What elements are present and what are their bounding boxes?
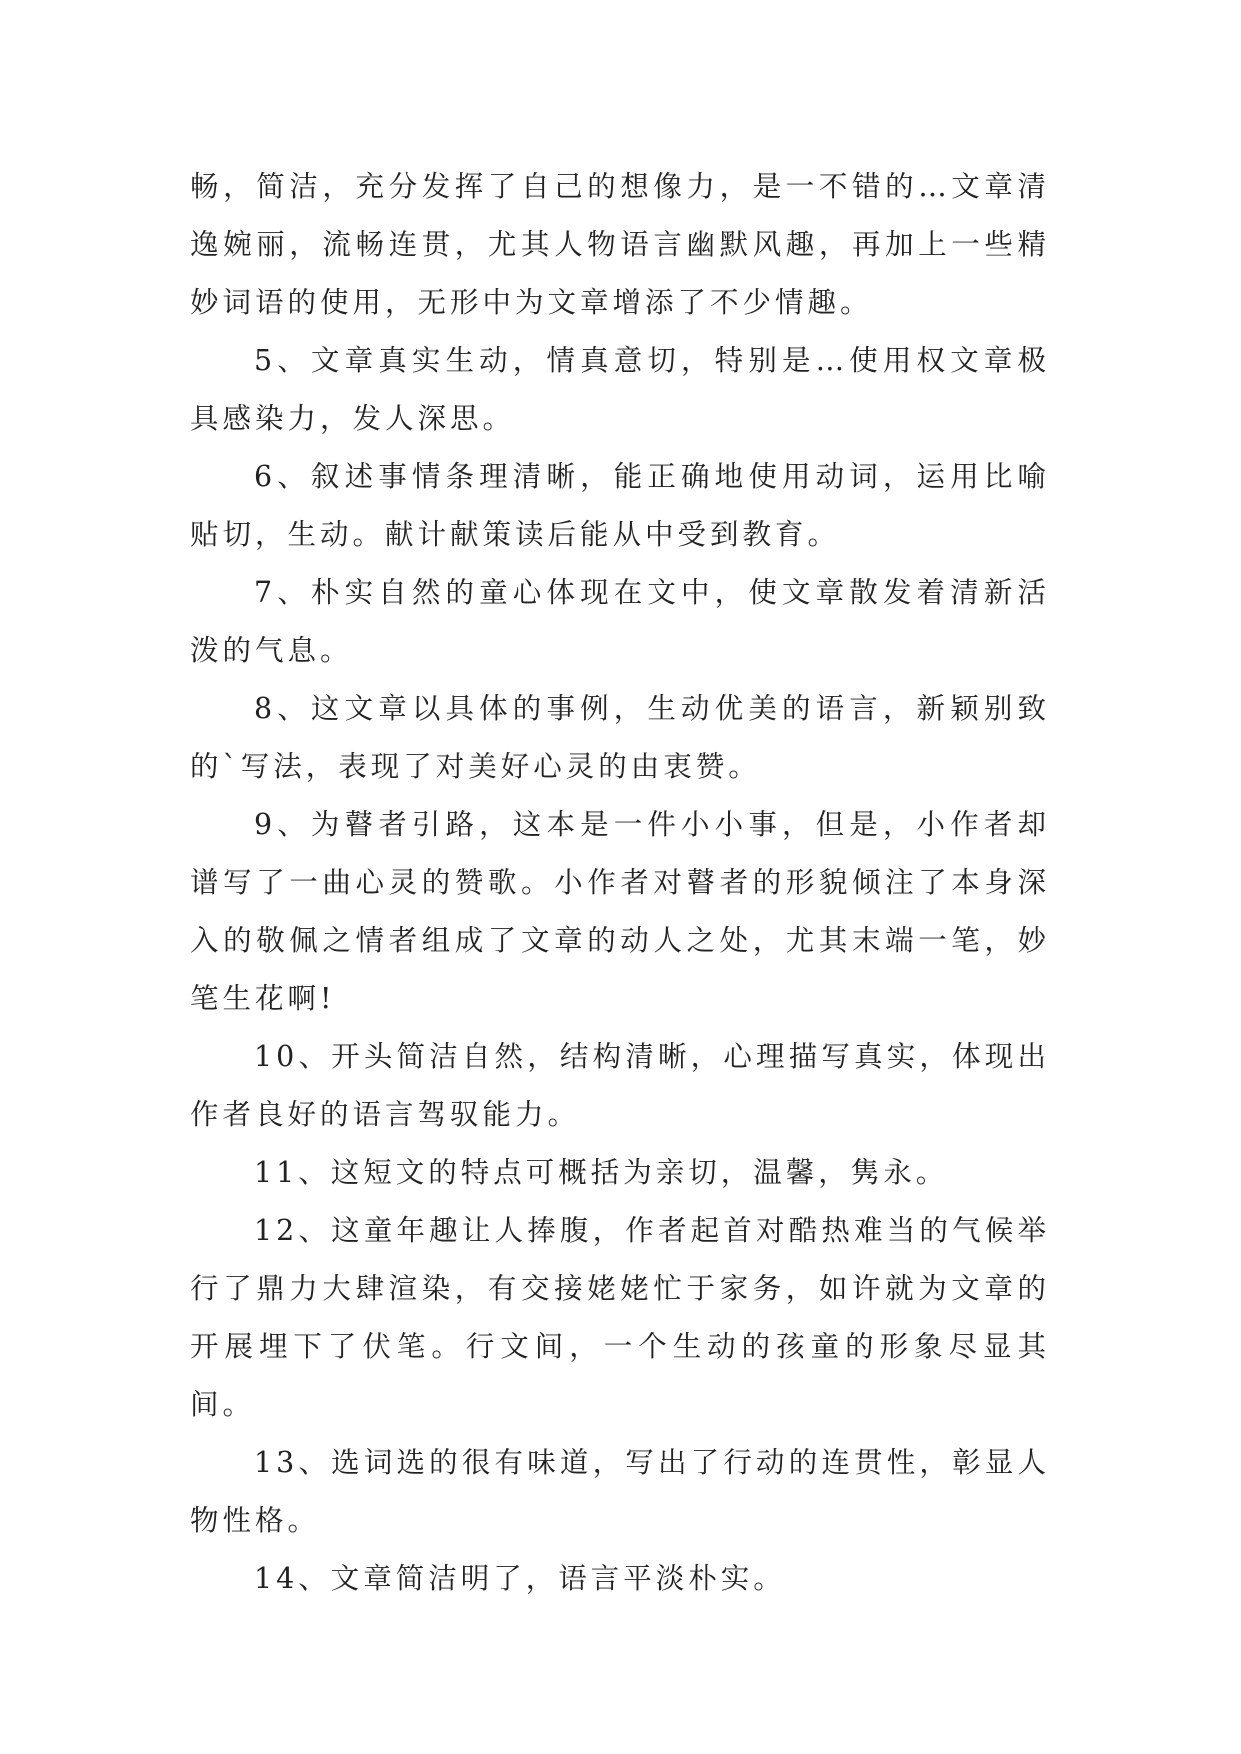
paragraph-item-14: 14、文章简洁明了，语言平淡朴实。 (254, 1562, 786, 1595)
paragraph-item-10: 10、开头简洁自然，结构清晰，心理描写真实，体现出作者良好的语言驾驭能力。 (190, 1040, 1050, 1131)
paragraph-item-13: 13、选词选的很有味道，写出了行动的连贯性，彰显人物性格。 (190, 1446, 1050, 1537)
paragraph-item-7: 7、朴实自然的童心体现在文中，使文章散发着清新活泼的气息。 (190, 576, 1050, 667)
paragraph-continuation: 畅，简洁，充分发挥了自己的想像力，是一不错的…文章清逸婉丽，流畅连贯，尤其人物语言幽默风趣，再加上一些精妙词语的使用，无形中为文章增添了不少情趣。 (190, 170, 1050, 319)
paragraph-item-9: 9、为瞽者引路，这本是一件小小事，但是，小作者却谱写了一曲心灵的赞歌。小作者对瞽者的形貌倾注了本身深入的敬佩之情者组成了文章的动人之处，尤其末端一笔，妙笔生花啊! (190, 808, 1050, 1015)
paragraph-item-6: 6、叙述事情条理清晰，能正确地使用动词，运用比喻贴切，生动。献计献策读后能从中受到教育。 (190, 460, 1050, 551)
paragraph-item-12: 12、这童年趣让人捧腹，作者起首对酷热难当的气候举行了鼎力大肆渲染，有交接姥姥忙于家务，如许就为文章的开展埋下了伏笔。行文间，一个生动的孩童的形象尽显其间。 (190, 1214, 1050, 1421)
paragraph-item-11: 11、这短文的特点可概括为亲切，温馨，隽永。 (254, 1156, 949, 1189)
paragraph-item-5: 5、文章真实生动，情真意切，特别是…使用权文章极具感染力，发人深思。 (190, 344, 1050, 435)
document-body (190, 158, 1050, 1608)
paragraph-item-8: 8、这文章以具体的事例，生动优美的语言，新颖别致的`写法，表现了对美好心灵的由衷赞。 (190, 692, 1050, 783)
